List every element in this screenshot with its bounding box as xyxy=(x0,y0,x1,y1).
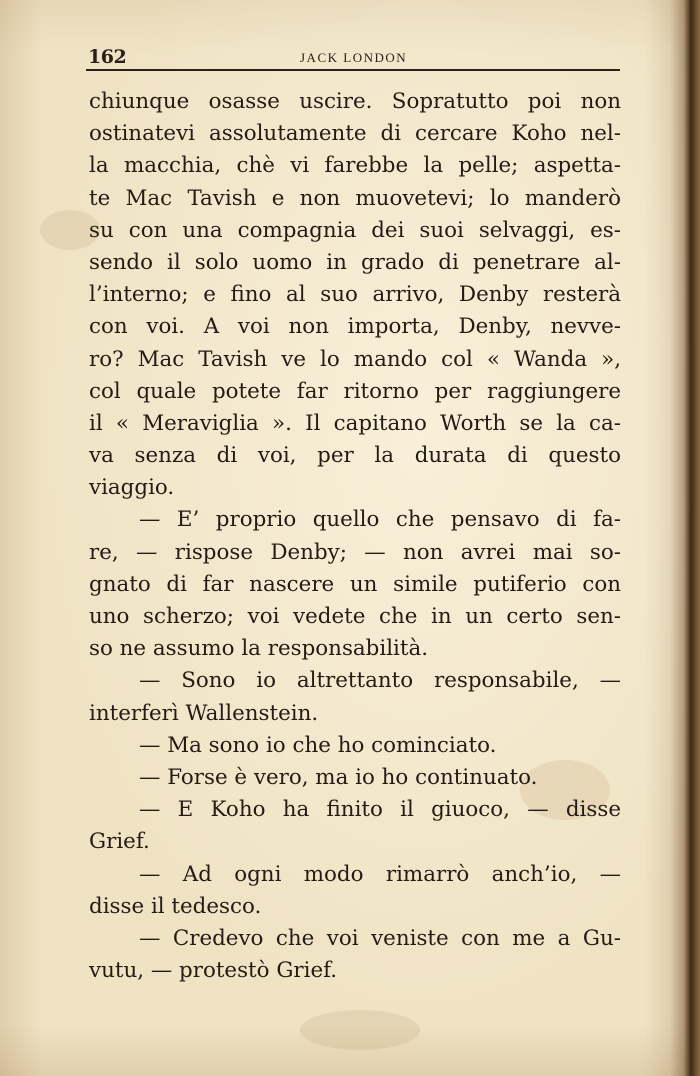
text-line: sendo il solo uomo in grado di penetrare al- xyxy=(89,249,621,275)
running-head: JACK LONDON xyxy=(300,50,408,65)
text-line: so ne assumo la responsabilità. xyxy=(89,636,429,662)
text-line: te Mac Tavish e non muovetevi; lo manderò xyxy=(89,185,621,211)
text-line: la macchia, chè vi farebbe la pelle; aspetta- xyxy=(89,153,621,179)
text-line: Grief. xyxy=(89,829,150,855)
text-line: — E Koho ha finito il giuoco, — disse xyxy=(139,797,621,823)
page-edge xyxy=(670,0,700,1076)
text-line: gnato di far nascere un simile putiferio con xyxy=(89,571,621,597)
text-line: con voi. A voi non importa, Denby, nevve- xyxy=(89,314,621,340)
paper-stain xyxy=(300,1010,420,1050)
text-line: vutu, — protestò Grief. xyxy=(89,958,338,984)
text-line: — Ad ogni modo rimarrò anch’io, — xyxy=(139,861,621,887)
text-line: — E’ proprio quello che pensavo di fa- xyxy=(139,507,621,533)
page-header xyxy=(88,46,620,70)
text-line: — Sono io altrettanto responsabile, — xyxy=(139,668,621,694)
page-number: 162 xyxy=(88,46,127,68)
text-line: ostinatevi assolutamente di cercare Koho nel- xyxy=(89,121,621,147)
text-line: viaggio. xyxy=(89,475,175,501)
body-text xyxy=(89,86,621,987)
text-line: chiunque osasse uscire. Sopratutto poi non xyxy=(89,89,621,114)
text-line: disse il tedesco. xyxy=(89,893,262,919)
text-line: col quale potete far ritorno per raggiungere xyxy=(89,378,621,404)
text-line: va senza di voi, per la durata di questo xyxy=(89,443,621,469)
text-line: su con una compagnia dei suoi selvaggi, es- xyxy=(89,217,621,243)
header-rule xyxy=(86,69,620,71)
text-line: il « Meraviglia ». Il capitano Worth se la ca- xyxy=(89,410,621,436)
text-line: l’interno; e fino al suo arrivo, Denby resterà xyxy=(89,282,621,308)
text-line: — Forse è vero, ma io ho continuato. xyxy=(139,764,538,790)
text-line: ro? Mac Tavish ve lo mando col « Wanda », xyxy=(89,346,621,372)
text-line: re, — rispose Denby; — non avrei mai so- xyxy=(89,539,621,565)
text-line: uno scherzo; voi vedete che in un certo sen- xyxy=(89,604,621,629)
text-line: interferì Wallenstein. xyxy=(89,700,319,726)
text-line: — Credevo che voi veniste con me a Gu- xyxy=(139,925,621,951)
text-line: — Ma sono io che ho cominciato. xyxy=(139,732,497,758)
